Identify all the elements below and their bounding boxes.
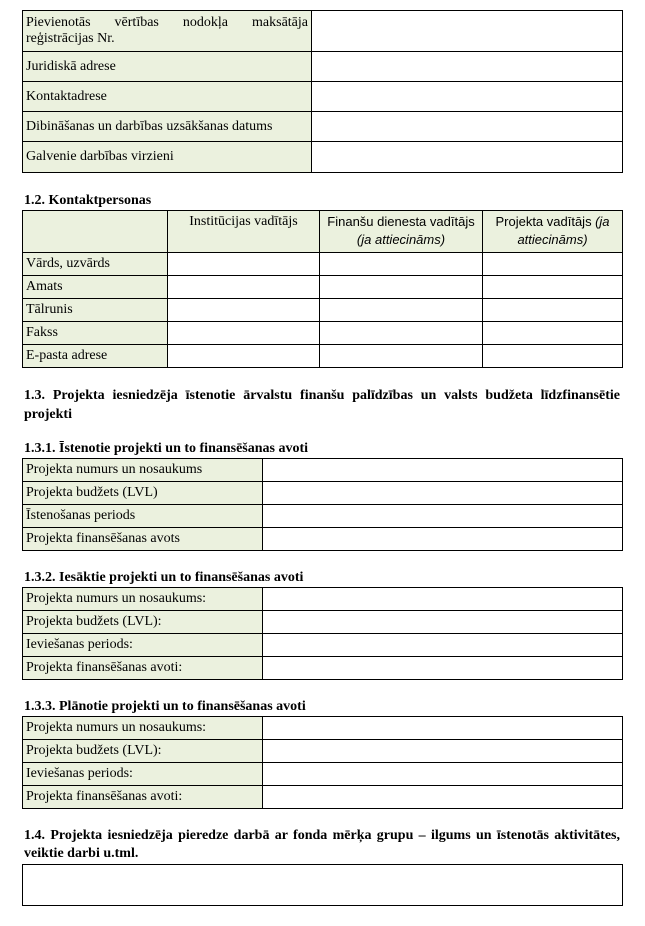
contacts-label-name: Vārds, uzvārds: [23, 253, 168, 276]
org-info-label-founding-date: Dibināšanas un darbības uzsākšanas datums: [23, 112, 312, 142]
implemented-value[interactable]: [263, 482, 623, 505]
contacts-cell[interactable]: [168, 345, 320, 368]
planned-table: [22, 716, 623, 809]
started-value[interactable]: [263, 657, 623, 680]
planned-label-number-name: Projekta numurs un nosaukums:: [23, 717, 263, 740]
planned-heading: 1.3.3. Plānotie projekti un to finansēšanas avoti: [24, 699, 306, 714]
implemented-value[interactable]: [263, 459, 623, 482]
experience-input-box[interactable]: [22, 864, 623, 906]
started-value[interactable]: [263, 611, 623, 634]
org-info-value-founding-date[interactable]: [312, 112, 623, 142]
org-info-value-main-activities[interactable]: [312, 142, 623, 173]
planned-value[interactable]: [263, 740, 623, 763]
contacts-label-fax: Fakss: [23, 322, 168, 345]
org-info-value-vat[interactable]: [312, 11, 623, 52]
contacts-cell[interactable]: [483, 322, 623, 345]
planned-label-period: Ieviešanas periods:: [23, 763, 263, 786]
implemented-label-budget: Projekta budžets (LVL): [23, 482, 263, 505]
contacts-header-finance-note: (ja attiecināms): [356, 232, 446, 247]
implemented-value[interactable]: [263, 528, 623, 551]
contacts-cell[interactable]: [168, 322, 320, 345]
contacts-cell[interactable]: [483, 276, 623, 299]
planned-value[interactable]: [263, 717, 623, 740]
started-label-budget: Projekta budžets (LVL):: [23, 611, 263, 634]
implemented-label-period: Īstenošanas periods: [23, 505, 263, 528]
contacts-header-finance-head: [320, 211, 483, 253]
contacts-cell[interactable]: [320, 299, 483, 322]
experience-heading: 1.4. Projekta iesniedzēja pieredze darbā ar fonda mērķa grupu – ilgums un īstenotās aktivitātes, veiktie darbi u.tml.: [24, 828, 620, 861]
org-info-table: [22, 10, 623, 173]
org-info-label-contact-address: Kontaktadrese: [23, 82, 312, 112]
started-value[interactable]: [263, 588, 623, 611]
contacts-cell[interactable]: [168, 253, 320, 276]
contacts-cell[interactable]: [168, 299, 320, 322]
section-1-3-heading: 1.3. Projekta iesniedzēja īstenotie ārvalstu finanšu palīdzības un valsts budžeta līdzfinansētie projekti: [24, 388, 620, 422]
org-info-label-legal-address: Juridiskā adrese: [23, 52, 312, 82]
contacts-table: [22, 210, 623, 368]
contacts-cell[interactable]: [168, 276, 320, 299]
contacts-cell[interactable]: [320, 276, 483, 299]
org-info-value-contact-address[interactable]: [312, 82, 623, 112]
planned-label-funding: Projekta finansēšanas avoti:: [23, 786, 263, 809]
contacts-cell[interactable]: [320, 253, 483, 276]
started-table: [22, 587, 623, 680]
implemented-label-number-name: Projekta numurs un nosaukums: [23, 459, 263, 482]
contacts-header-project-head: [483, 211, 623, 253]
implemented-table: [22, 458, 623, 551]
contacts-cell[interactable]: [483, 253, 623, 276]
contacts-header-project-main: Projekta vadītājs: [495, 214, 592, 229]
planned-label-budget: Projekta budžets (LVL):: [23, 740, 263, 763]
started-value[interactable]: [263, 634, 623, 657]
started-label-period: Ieviešanas periods:: [23, 634, 263, 657]
contacts-label-position: Amats: [23, 276, 168, 299]
contacts-header-empty: [23, 211, 168, 253]
contacts-heading: 1.2. Kontaktpersonas: [24, 193, 152, 208]
contacts-header-finance-main: Finanšu dienesta vadītājs: [327, 214, 475, 229]
org-info-label-main-activities: Galvenie darbības virzieni: [23, 142, 312, 173]
contacts-label-email: E-pasta adrese: [23, 345, 168, 368]
org-info-value-legal-address[interactable]: [312, 52, 623, 82]
started-label-funding: Projekta finansēšanas avoti:: [23, 657, 263, 680]
started-label-number-name: Projekta numurs un nosaukums:: [23, 588, 263, 611]
planned-value[interactable]: [263, 763, 623, 786]
contacts-header-project-note-b: attiecināms): [517, 232, 588, 247]
contacts-header-institution-head: Institūcijas vadītājs: [168, 211, 320, 253]
implemented-heading: 1.3.1. Īstenotie projekti un to finansēšanas avoti: [24, 441, 309, 456]
org-info-label-vat: Pievienotās vērtības nodokļa maksātāja reģistrācijas Nr.: [23, 11, 312, 52]
planned-value[interactable]: [263, 786, 623, 809]
contacts-label-phone: Tālrunis: [23, 299, 168, 322]
implemented-label-funding: Projekta finansēšanas avots: [23, 528, 263, 551]
contacts-cell[interactable]: [483, 299, 623, 322]
contacts-header-project-note-a: (ja: [595, 214, 610, 229]
contacts-cell[interactable]: [483, 345, 623, 368]
implemented-value[interactable]: [263, 505, 623, 528]
contacts-cell[interactable]: [320, 322, 483, 345]
contacts-cell[interactable]: [320, 345, 483, 368]
started-heading: 1.3.2. Iesāktie projekti un to finansēšanas avoti: [24, 570, 304, 585]
